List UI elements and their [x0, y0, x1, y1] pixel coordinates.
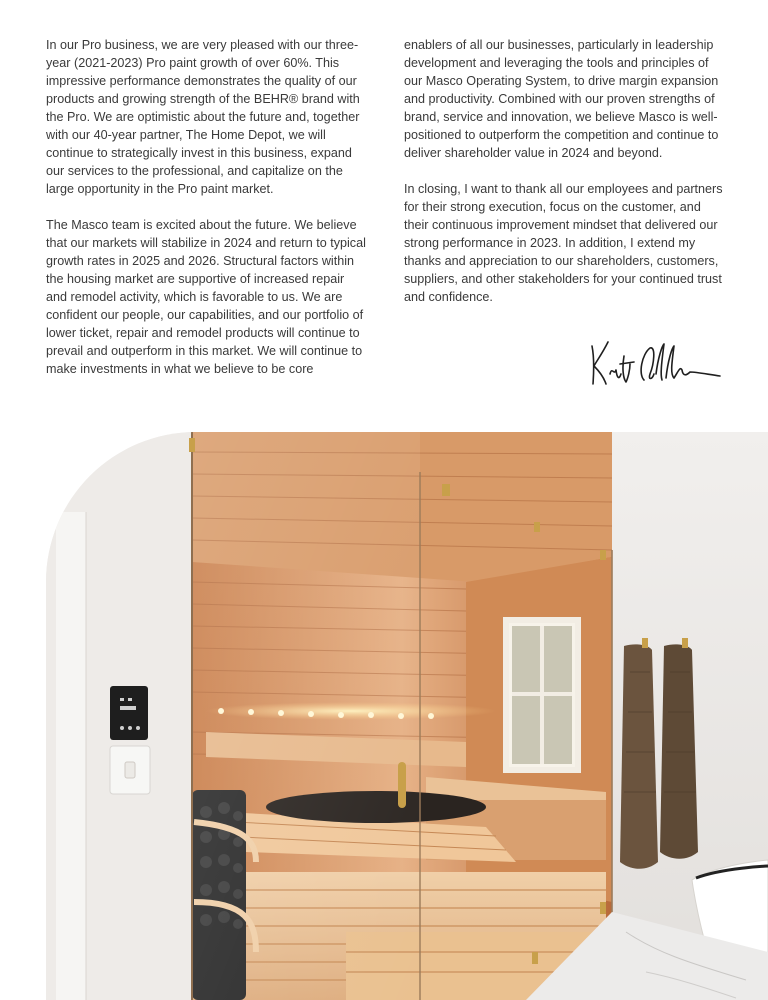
- paragraph: The Masco team is excited about the future. We believe that our markets will stabilize in 2024 and return to typical growth rates in 2025 and 2026. Structural factors within the housing market are supportive of increased repair and remodel activity, which is favorable to us. We are confident our people, our capabilities, and our portfolio of lower ticket, repair and remodel products will continue to prevail and outperform in this market. We will continue to make investments in what we believe to be core: [46, 218, 366, 376]
- paragraph: In closing, I want to thank all our employees and partners for their strong execution, focus on the customer, and their continuous improvement mindset that delivered our strong performance in 2023. In addition, I extend my thanks and appreciation to our shareholders, customers, suppliers, and other stakeholders for your continued trust and confidence.: [404, 182, 723, 304]
- paragraph: In our Pro business, we are very pleased with our three-year (2021-2023) Pro paint growth of over 60%. This impressive performance demonstrates the quality of our products and growing strength of the BEHR® brand with the Pro. We are optimistic about the future and, together with our 40-year partner, The Home Depot, we will continue to strategically invest in this business, expand our services to the professional, and capitalize on the large opportunity in the Pro paint market.: [46, 38, 360, 196]
- letter-right-column: [404, 36, 728, 324]
- letter-left-column: [46, 36, 368, 396]
- ceo-signature: [586, 334, 726, 396]
- paragraph: enablers of all our businesses, particularly in leadership development and leveraging the tools and principles of our Masco Operating System, to drive margin expansion and productivity. Combined with our proven strengths of brand, service and innovation, we believe Masco is well-positioned to outperform the competition and continue to deliver shareholder value in 2024 and beyond.: [404, 38, 719, 160]
- sauna-photo: [46, 432, 768, 1000]
